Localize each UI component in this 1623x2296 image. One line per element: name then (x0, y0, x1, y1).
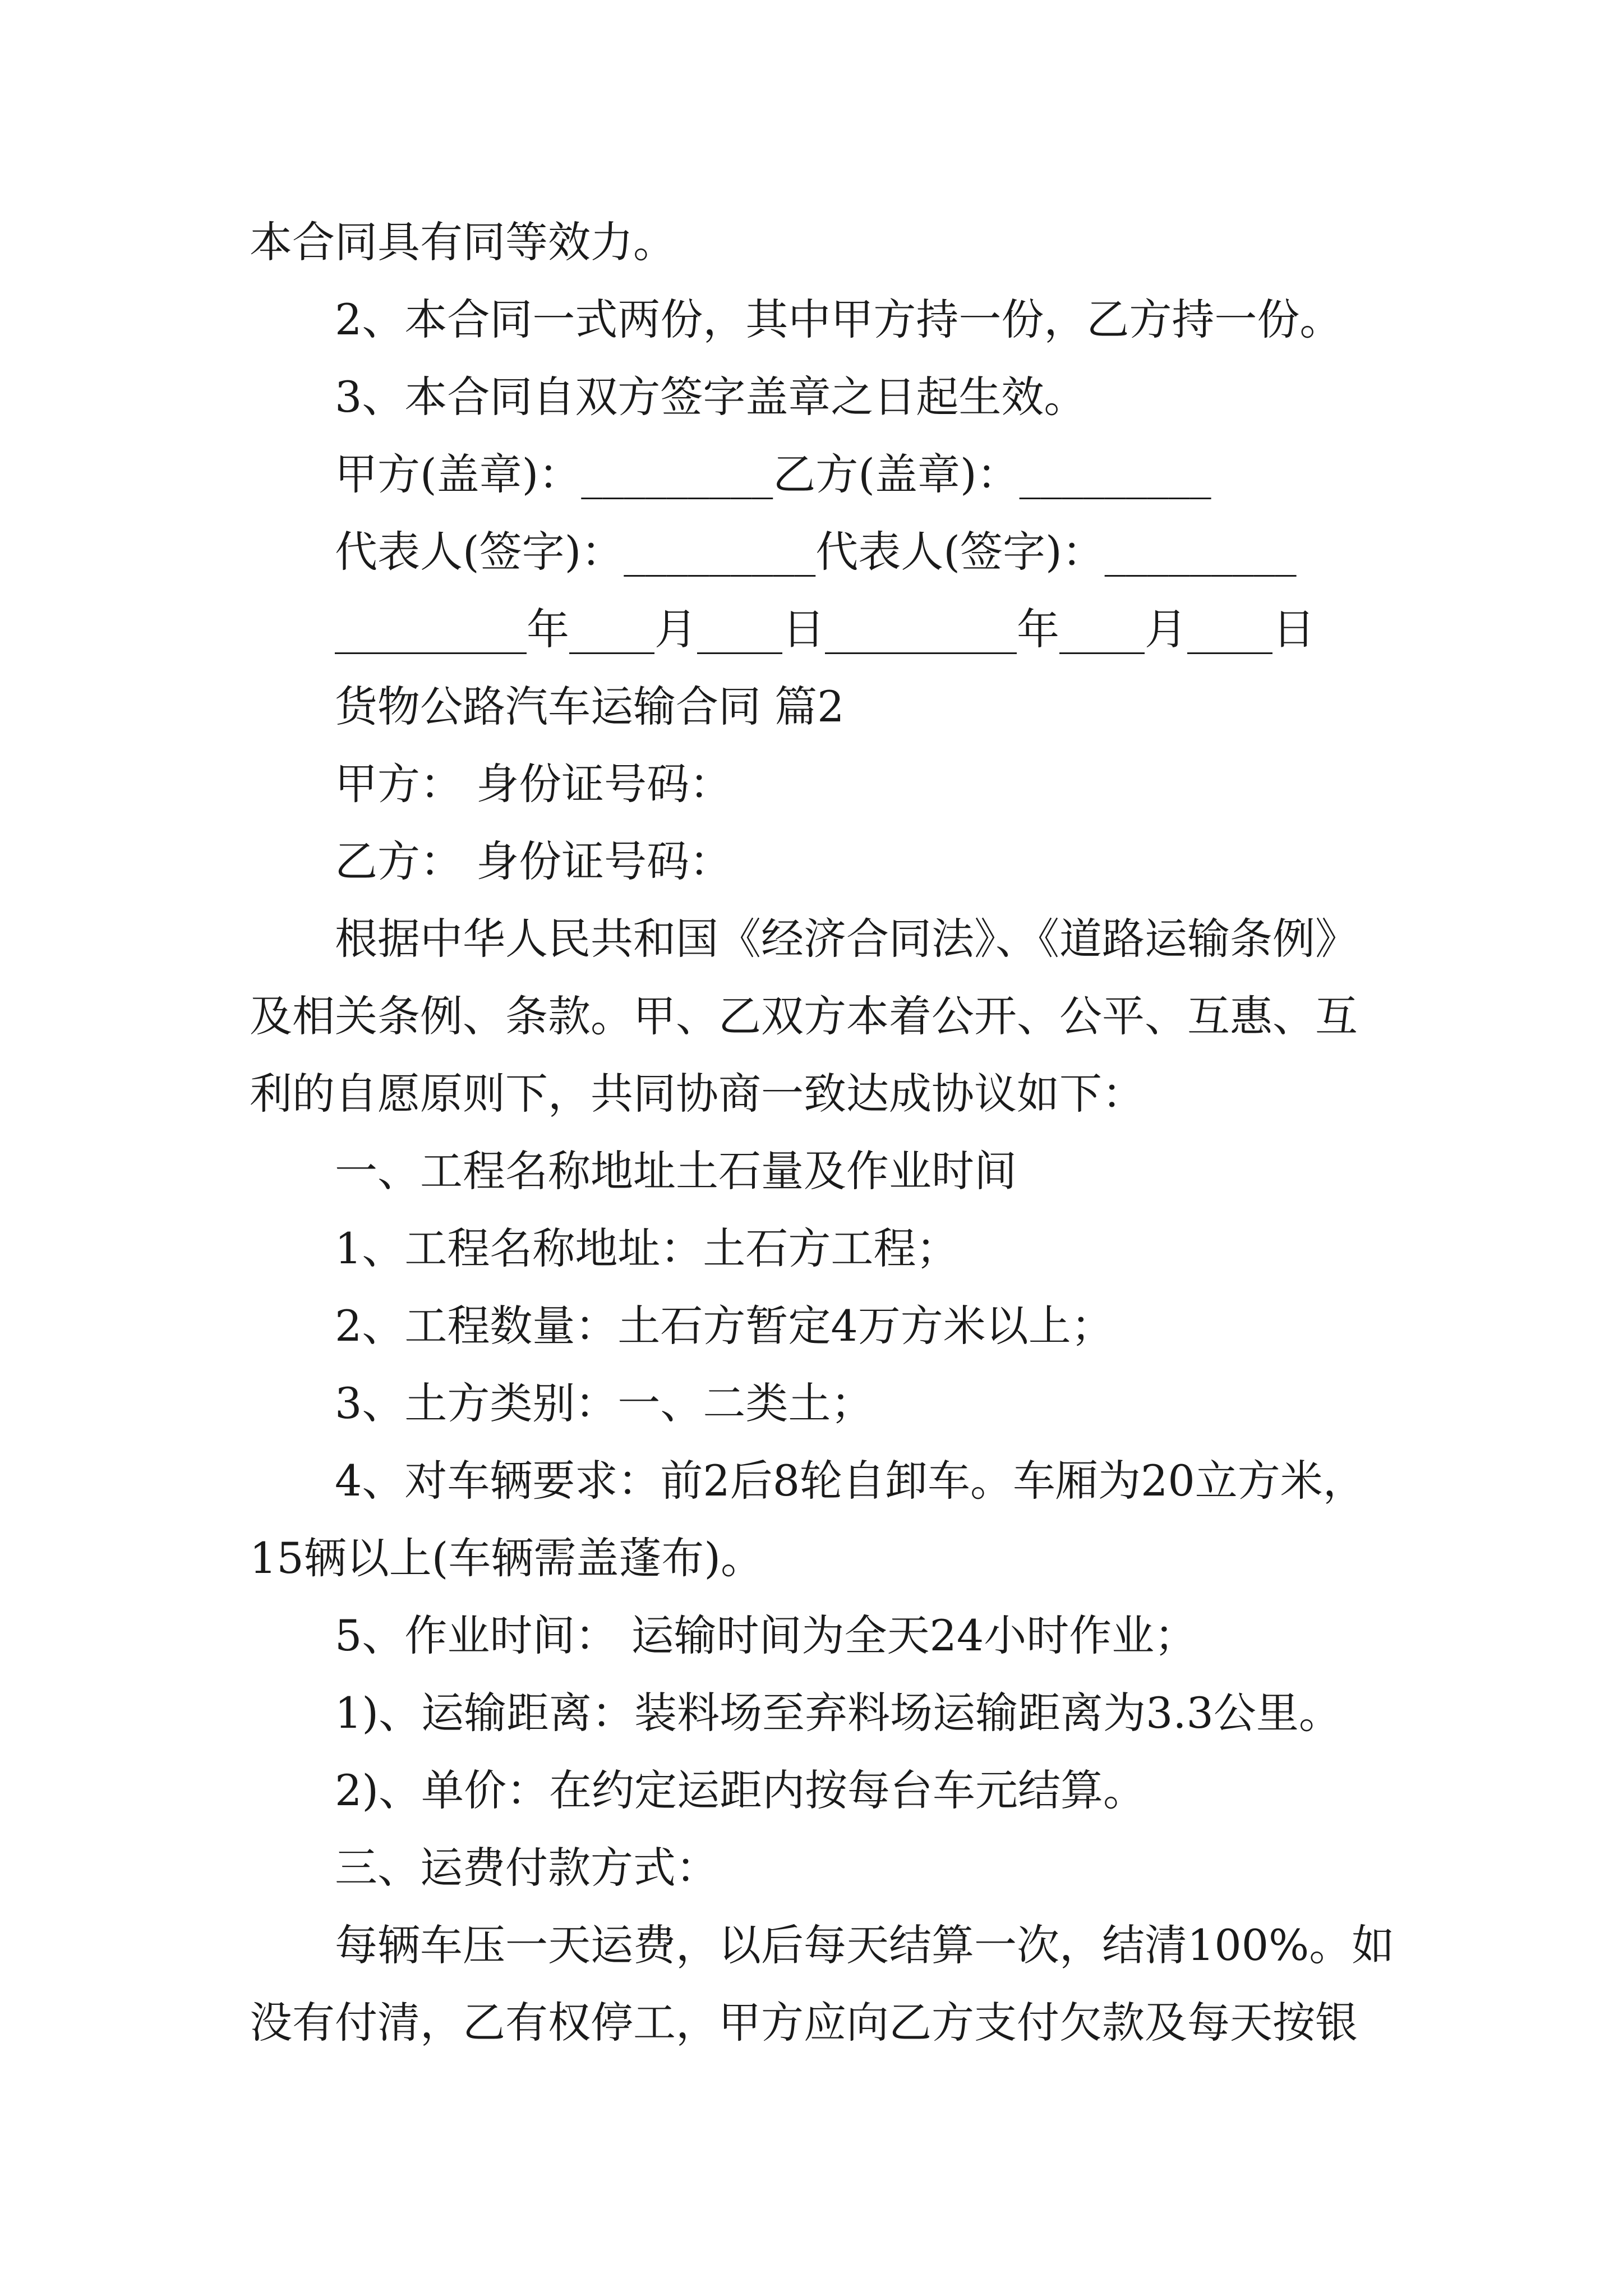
party-b-line: 乙方： 身份证号码： (335, 836, 732, 886)
text-line: 2)、单价：在约定运距内按每台车元结算。 (335, 1765, 1146, 1815)
text-line: 1、工程名称地址：土石方工程； (335, 1223, 959, 1273)
text-line: 3、本合同自双方签字盖章之日起生效。 (335, 372, 1087, 422)
text-line: 5、作业时间： 运输时间为全天24小时作业； (335, 1611, 1197, 1660)
text-line: 1)、运输距离：装料场至弃料场运输距离为3.3公里。 (335, 1688, 1341, 1738)
text-line: 没有付清，乙有权停工，甲方应向乙方支付欠款及每天按银 (250, 1998, 1358, 2047)
text-line: 2、本合同一式两份，其中甲方持一份，乙方持一份。 (335, 295, 1343, 344)
text-line: 本合同具有同等效力。 (250, 217, 676, 267)
text-line: 4、对车辆要求：前2后8轮自卸车。车厢为20立方米， (335, 1456, 1366, 1506)
text-line: 3、土方类别：一、二类土； (335, 1378, 874, 1428)
signature-line-seal: 甲方(盖章)：_________乙方(盖章)：_________ (335, 449, 1211, 499)
text-line: 15辆以上(车辆需盖蓬布)。 (250, 1533, 764, 1583)
party-a-line: 甲方： 身份证号码： (335, 759, 732, 809)
clause-heading: 三、运费付款方式： (335, 1843, 718, 1893)
signature-line-date: _________年____月____日_________年____月____日 (335, 604, 1315, 654)
text-line: 及相关条例、条款。甲、乙双方本着公开、公平、互惠、互 (250, 991, 1358, 1041)
clause-heading: 一、工程名称地址土石量及作业时间 (335, 1146, 1017, 1196)
text-line: 利的自愿原则下，共同协商一致达成协议如下： (250, 1069, 1145, 1119)
text-line: 每辆车压一天运费，以后每天结算一次，结清100%。如 (335, 1920, 1395, 1970)
text-line: 2、工程数量：土石方暂定4万方米以上； (335, 1301, 1114, 1351)
signature-line-representative: 代表人(签字)：_________代表人(签字)：_________ (335, 527, 1297, 577)
section-title: 货物公路汽车运输合同 篇2 (335, 682, 845, 731)
text-line: 根据中华人民共和国《经济合同法》、《道路运输条例》 (335, 914, 1358, 964)
